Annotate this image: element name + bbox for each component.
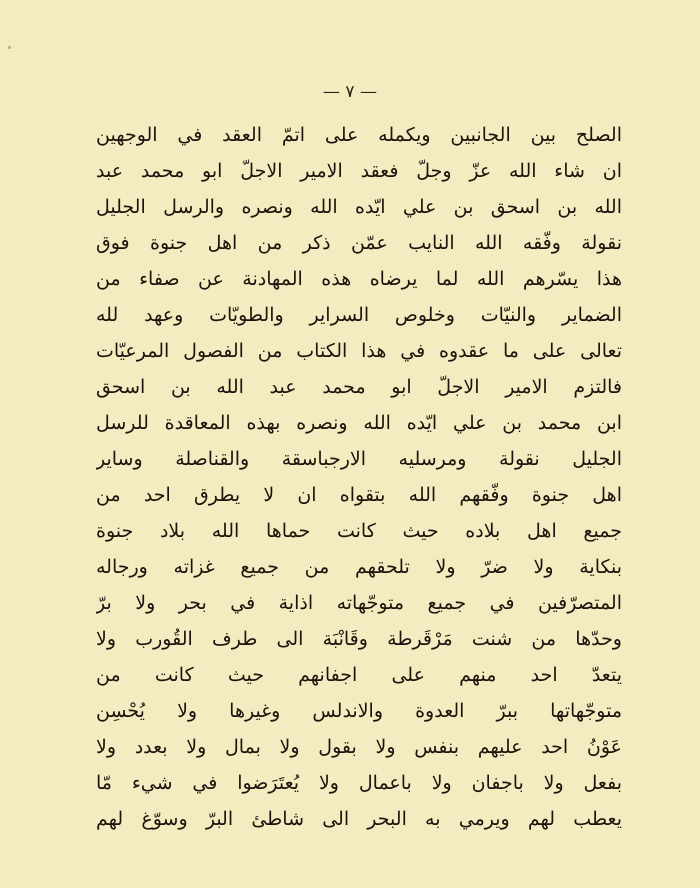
text-line: هذا يسّرهم الله لما يرضاه هذه المهادنة عن صفاء من	[96, 268, 622, 290]
paper-speck	[8, 46, 11, 49]
text-line: الضماير والنيّات وخلوص السراير والطويّات وعهد لله	[96, 304, 622, 326]
text-line: تعالى على ما عقدوه في هذا الكتاب من الفصول المرعيّات	[96, 340, 622, 362]
text-line: اهل جنوة وفّقهم الله بتقواه ان لا يطرق احد من	[96, 484, 622, 506]
text-line: نقولة وفّقه الله النايب عمّن ذكر من اهل جنوة فوق	[96, 232, 622, 254]
text-line: الصلح بين الجانبين ويكمله على اتمّ العقد في الوجهين	[96, 124, 622, 146]
text-line: المتصرّفين في جميع متوجّهاته اذاية في بحر ولا برّ	[96, 592, 622, 614]
text-line: جميع اهل بلاده حيث كانت حماها الله بلاد جنوة	[96, 520, 622, 542]
text-line: بنكاية ولا ضرّ ولا تلحقهم من جميع غزاته ورجاله	[96, 556, 622, 578]
text-line: فالتزم الامير الاجلّ ابو محمد عبد الله بن اسحق	[96, 376, 622, 398]
page-number: — ٧ —	[323, 82, 377, 102]
text-line: متوجّهاتها ببرّ العدوة والاندلس وغيرها ولا يُحْسِن	[96, 700, 622, 722]
text-line: الجليل نقولة ومرسليه الارجباسقة والقناصلة وساير	[96, 448, 622, 470]
text-line: بفعل ولا باجفان ولا باعمال ولا يُعتَرَضوا في شيء مّا	[96, 772, 622, 794]
text-line: الله بن اسحق بن علي ايّده الله ونصره والرسل الجليل	[96, 196, 622, 218]
text-line: ان شاء الله عزّ وجلّ فعقد الامير الاجلّ ابو محمد عبد	[96, 160, 622, 182]
arabic-text-block	[96, 117, 622, 837]
text-line: ابن محمد بن علي ايّده الله ونصره بهذه المعاقدة للرسل	[96, 412, 622, 434]
text-line: عَوْنُ احد عليهم بنفس ولا بقول ولا بمال ولا بعدد ولا	[96, 736, 622, 758]
text-line: وحدّها من شنت مَرْقَرطة وقَانْبَة الى طرف القُورب ولا	[96, 628, 622, 650]
text-line: يعطب لهم ويرمي به البحر الى شاطئ البرّ وسوّغ لهم	[96, 808, 622, 830]
text-line: يتعدّ احد منهم على اجفانهم حيث كانت من	[96, 664, 622, 686]
